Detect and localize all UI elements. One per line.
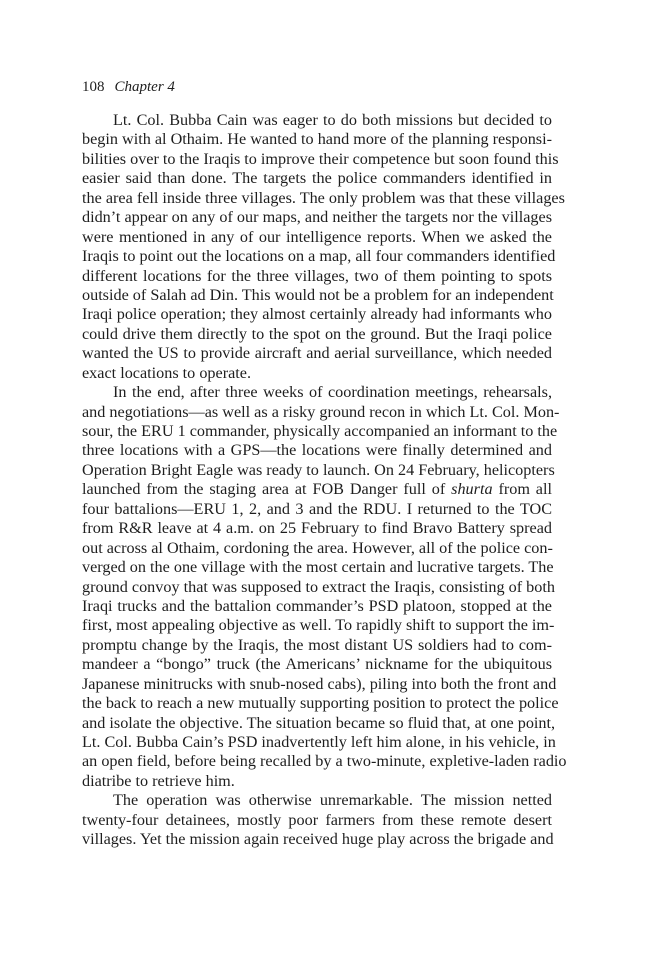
text-line: begin with al Othaim. He wanted to hand more of the planning responsi-	[82, 130, 552, 149]
text-line: didn’t appear on any of our maps, and neither the targets nor the villages	[82, 208, 552, 227]
body-text	[82, 111, 567, 850]
italic-term: shurta	[451, 480, 493, 499]
text-line: Lt. Col. Bubba Cain was eager to do both missions but decided to	[113, 111, 552, 129]
text-line: mandeer a “bongo” truck (the Americans’ nickname for the ubiquitous	[82, 655, 552, 674]
text-line: sour, the ERU 1 commander, physically accompanied an informant to the	[82, 422, 558, 440]
text-line: and isolate the objective. The situation became so fluid that, at one point,	[82, 713, 556, 732]
text-segment: launched from the staging area at FOB Danger full of	[82, 480, 452, 499]
text-line: In the end, after three weeks of coordination meetings, rehearsals,	[113, 383, 552, 402]
text-line: Operation Bright Eagle was ready to launch. On 24 February, helicopters	[82, 460, 555, 479]
text-line: bilities over to the Iraqis to improve their competence but soon found this	[82, 149, 559, 168]
paragraph-3	[82, 791, 552, 849]
text-line: outside of Salah ad Din. This would not be a problem for an independent	[82, 285, 554, 304]
text-line: Iraqi trucks and the battalion commander’s PSD platoon, stopped at the	[82, 596, 552, 615]
text-line: an open field, before being recalled by a two-minute, expletive-laden radio	[82, 752, 567, 771]
text-line: twenty-four detainees, mostly poor farmers from these remote desert	[82, 810, 552, 829]
paragraph-2	[82, 383, 567, 791]
text-line: were mentioned in any of our intelligence reports. When we asked the	[82, 227, 552, 246]
text-line: the back to reach a new mutually supporting position to protect the police	[82, 694, 559, 713]
text-line: easier said than done. The targets the police commanders identified in	[82, 169, 552, 188]
text-line: and negotiations—as well as a risky ground recon in which Lt. Col. Mon-	[82, 402, 560, 421]
text-line: exact locations to operate.	[82, 363, 251, 382]
running-header	[82, 77, 175, 97]
text-line: three locations with a GPS—the locations were finally determined and	[82, 441, 552, 460]
text-line: wanted the US to provide aircraft and aerial surveillance, which needed	[82, 344, 552, 363]
text-line: The operation was otherwise unremarkable. The mission netted	[113, 791, 552, 810]
text-line: verged on the one village with the most certain and lucrative targets. The	[82, 558, 554, 577]
text-line: villages. Yet the mission again received huge play across the brigade and	[82, 830, 554, 849]
text-line-with-italic	[82, 480, 552, 499]
text-line: different locations for the three villages, two of them pointing to spots	[82, 266, 552, 285]
text-line: ground convoy that was supposed to extract the Iraqis, consisting of both	[82, 577, 555, 596]
text-line: Lt. Col. Bubba Cain’s PSD inadvertently left him alone, in his vehicle, in	[82, 733, 556, 751]
chapter-title: Chapter 4	[114, 79, 175, 95]
text-line: diatribe to retrieve him.	[82, 771, 235, 790]
text-segment: from all	[492, 480, 552, 499]
text-line: four battalions—ERU 1, 2, and 3 and the RDU. I returned to the TOC	[82, 499, 552, 518]
text-line: Iraqi police operation; they almost certainly already had informants who	[82, 305, 552, 324]
text-line: Japanese minitrucks with snub-nosed cabs), piling into both the front and	[82, 674, 557, 693]
text-line: Iraqis to point out the locations on a map, all four commanders identified	[82, 247, 556, 266]
text-line: out across al Othaim, cordoning the area. However, all of the police con-	[82, 538, 553, 557]
text-line: promptu change by the Iraqis, the most distant US soldiers had to com-	[82, 635, 552, 654]
text-line: the area fell inside three villages. The only problem was that these villages	[82, 188, 565, 207]
page-number: 108	[82, 79, 105, 95]
paragraph-1	[82, 111, 565, 383]
text-line: first, most appealing objective as well. To rapidly shift to support the im-	[82, 616, 555, 635]
text-line: from R&R leave at 4 a.m. on 25 February to find Bravo Battery spread	[82, 519, 552, 538]
text-line: could drive them directly to the spot on the ground. But the Iraqi police	[82, 324, 552, 343]
